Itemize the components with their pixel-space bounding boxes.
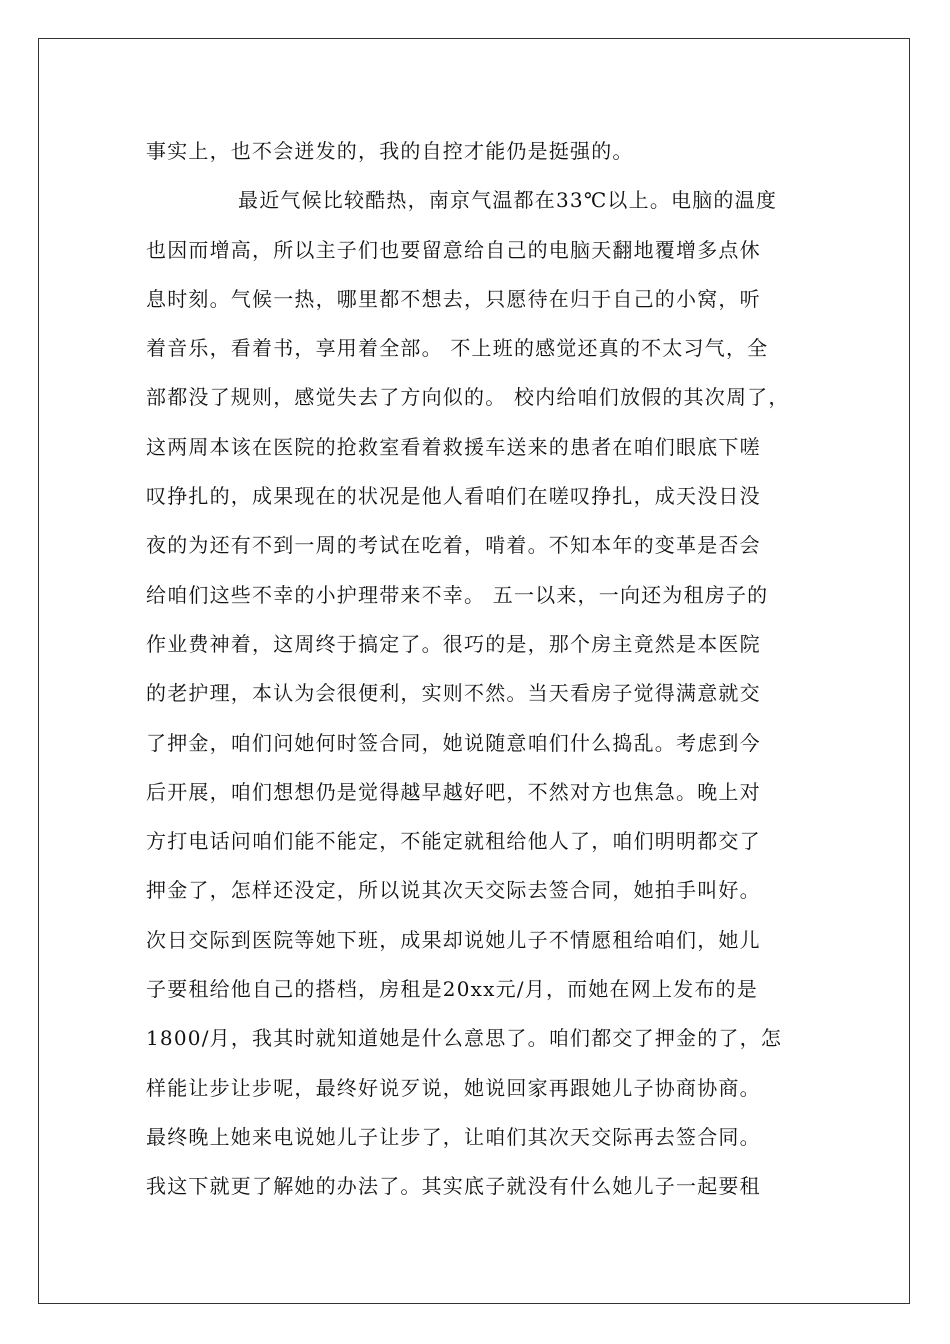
text-line: 1800/月，我其时就知道她是什么意思了。咱们都交了押金的了，怎: [146, 1026, 783, 1051]
text-line: 部都没了规则，感觉失去了方向似的。 校内给咱们放假的其次周了，: [146, 385, 790, 410]
text-line: 作业费神着，这周终于搞定了。很巧的是，那个房主竟然是本医院: [146, 631, 761, 656]
text-line: 最终晚上她来电说她儿子让步了，让咱们其次天交际再去签合同。: [146, 1124, 761, 1149]
text-line: 叹挣扎的，成果现在的状况是他人看咱们在嗟叹挣扎，成天没日没: [146, 484, 761, 509]
paragraph-first-line: 最近气候比较酷热，南京气温都在33℃以上。电脑的温度: [238, 188, 778, 213]
text-line: 我这下就更了解她的办法了。其实底子就没有什么她儿子一起要租: [146, 1174, 761, 1199]
text-line: 了押金，咱们问她何时签合同，她说随意咱们什么捣乱。考虑到今: [146, 730, 761, 755]
text-line: 子要租给他自己的搭档，房租是20xx元/月，而她在网上发布的是: [146, 977, 758, 1002]
text-line: 事实上，也不会迸发的，我的自控才能仍是挺强的。: [146, 139, 634, 163]
text-line: 后开展，咱们想想仍是觉得越早越好吧，不然对方也焦急。晚上对: [146, 779, 761, 804]
text-line: 夜的为还有不到一周的考试在吃着，啃着。不知本年的变革是否会: [146, 533, 761, 558]
text-line: 押金了，怎样还没定，所以说其次天交际去签合同，她拍手叫好。: [146, 878, 761, 903]
document-body: [146, 127, 818, 1212]
text-line: 次日交际到医院等她下班，成果却说她儿子不情愿租给咱们，她儿: [146, 927, 761, 952]
text-line: 给咱们这些不幸的小护理带来不幸。 五一以来，一向还为租房子的: [146, 582, 769, 607]
text-line: 样能让步让步呢，最终好说歹说，她说回家再跟她儿子协商协商。: [146, 1075, 761, 1100]
text-line: 这两周本该在医院的抢救室看着救援车送来的患者在咱们眼底下嗟: [146, 434, 761, 459]
text-line: 也因而增高，所以主子们也要留意给自己的电脑天翻地覆增多点休: [146, 237, 761, 262]
text-line: 息时刻。气候一热，哪里都不想去，只愿待在归于自己的小窝，听: [146, 286, 761, 311]
text-line: 着音乐，看着书，享用着全部。 不上班的感觉还真的不太习气，全: [146, 336, 769, 361]
text-line: 的老护理，本认为会很便利，实则不然。当天看房子觉得满意就交: [146, 681, 761, 706]
text-line: 方打电话问咱们能不能定，不能定就租给他人了，咱们明明都交了: [146, 829, 761, 854]
